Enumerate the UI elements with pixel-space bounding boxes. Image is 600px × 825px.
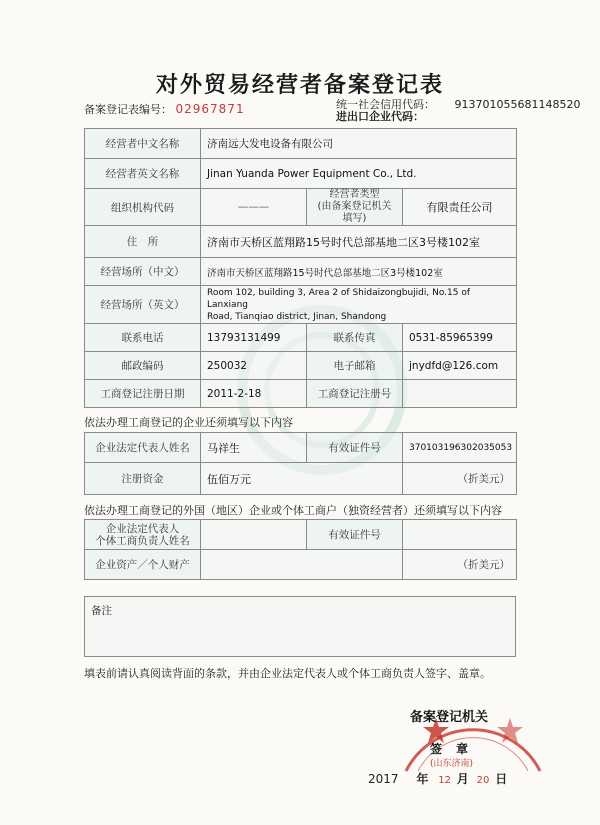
rep-name-label: [85, 520, 201, 550]
table-row: [85, 463, 517, 495]
remarks-label: 备注: [85, 597, 516, 657]
remarks-table: [84, 596, 516, 657]
reg-number-value: [403, 380, 517, 408]
cn-name-value: 济南远大发电设备有限公司: [201, 129, 517, 159]
table-row: [85, 226, 517, 258]
premises-en-value: [201, 286, 517, 324]
registration-number-row: [84, 101, 245, 117]
id-number-label: 有效证件号: [307, 433, 403, 463]
capital-value: 伍佰万元: [201, 463, 403, 495]
premises-cn-label: 经营场所（中文）: [85, 258, 201, 286]
reg-date-value: 2011-2-18: [201, 380, 307, 408]
assets-unit: （折美元）: [403, 550, 517, 580]
fax-label: 联系传真: [307, 324, 403, 352]
rep-name-value: [201, 520, 307, 550]
assets-label: 企业资产／个人财产: [85, 550, 201, 580]
registration-number-label: 备案登记表编号：: [84, 103, 172, 116]
address-value: 济南市天桥区蓝翔路15号时代总部基地二区3号楼102室: [201, 226, 517, 258]
fax-value: 0531-85965399: [403, 324, 517, 352]
table-row: [85, 258, 517, 286]
reg-date-label: 工商登记注册日期: [85, 380, 201, 408]
import-export-code-label: 进出口企业代码：: [336, 110, 424, 123]
authority-label: 备案登记机关: [410, 710, 489, 725]
table-row: [85, 189, 517, 226]
assets-value: [201, 550, 403, 580]
date-month-unit: 月: [456, 772, 469, 786]
date-year-unit: 年: [416, 772, 429, 786]
phone-label: 联系电话: [85, 324, 201, 352]
page-title: 对外贸易经营者备案登记表: [155, 73, 444, 98]
table-row: [85, 433, 517, 463]
foreign-enterprise-table: [84, 519, 517, 580]
address-label: 住 所: [85, 226, 201, 258]
table-row: [85, 129, 517, 159]
table-row: [85, 159, 517, 189]
rep-name-label-line2: 个体工商负责人姓名: [95, 534, 190, 547]
import-export-code-row: [336, 108, 424, 124]
premises-cn-value: 济南市天桥区蓝翔路15号时代总部基地二区3号楼102室: [201, 258, 517, 286]
reg-number-label: 工商登记注册号: [307, 380, 403, 408]
rep-name-label-line1: 企业法定代表人: [105, 522, 180, 535]
table-row: [85, 597, 516, 657]
issue-date: [368, 770, 507, 787]
date-month: 12: [438, 775, 451, 786]
section1-heading: 依法办理工商登记的企业还须填写以下内容: [84, 416, 293, 429]
table-row: [85, 324, 517, 352]
org-code-value: ———: [201, 189, 307, 226]
capital-unit: （折美元）: [403, 463, 517, 495]
registration-number-value: 02967871: [175, 102, 245, 116]
table-row: [85, 380, 517, 408]
legal-rep-value: 马祥生: [201, 433, 307, 463]
capital-label: 注册资金: [85, 463, 201, 495]
business-type-label-line1: 经营者类型: [329, 189, 380, 200]
business-type-label: [307, 189, 403, 226]
cn-name-label: 经营者中文名称: [85, 129, 201, 159]
foreign-id-label: 有效证件号: [307, 520, 403, 550]
email-value: jnydfd@126.com: [403, 352, 517, 380]
table-row: [85, 352, 517, 380]
foreign-id-value: [403, 520, 517, 550]
date-year: 2017: [368, 772, 399, 786]
premises-en-value-line1: Room 102, building 3, Area 2 of Shidaizongbujidi, No.15 of Lanxiang: [207, 287, 471, 310]
premises-en-label: 经营场所（英文）: [85, 286, 201, 324]
section2-heading: 依法办理工商登记的外国（地区）企业或个体工商户（独资经营者）还须填写以下内容: [84, 504, 502, 517]
en-name-value: Jinan Yuanda Power Equipment Co., Ltd.: [201, 159, 517, 189]
en-name-label: 经营者英文名称: [85, 159, 201, 189]
signature-label: 签 章: [430, 742, 470, 756]
business-type-value: 有限责任公司: [403, 189, 517, 226]
date-day: 20: [476, 775, 490, 786]
org-code-label: 组织机构代码: [85, 189, 201, 226]
legal-rep-label: 企业法定代表人姓名: [85, 433, 201, 463]
postcode-value: 250032: [201, 352, 307, 380]
main-info-table: [84, 128, 517, 408]
footer-note: 填表前请认真阅读背面的条款，并由企业法定代表人或个体工商负责人签字、盖章。: [84, 667, 491, 680]
seal-city: (山东济南): [430, 759, 474, 769]
date-day-unit: 日: [495, 772, 508, 786]
phone-value: 13793131499: [201, 324, 307, 352]
id-number-value: 370103196302035053: [403, 433, 517, 463]
table-row: [85, 520, 517, 550]
credit-code-label: 统一社会信用代码：: [336, 98, 435, 111]
table-row: [85, 550, 517, 580]
premises-en-value-line2: Road, Tianqiao district, Jinan, Shandong: [207, 311, 387, 322]
table-row: [85, 286, 517, 324]
postcode-label: 邮政编码: [85, 352, 201, 380]
enterprise-table: [84, 432, 517, 495]
business-type-label-line2: (由备案登记机关填写): [317, 201, 392, 224]
email-label: 电子邮箱: [307, 352, 403, 380]
credit-code-value: 913701055681148520: [454, 98, 581, 111]
